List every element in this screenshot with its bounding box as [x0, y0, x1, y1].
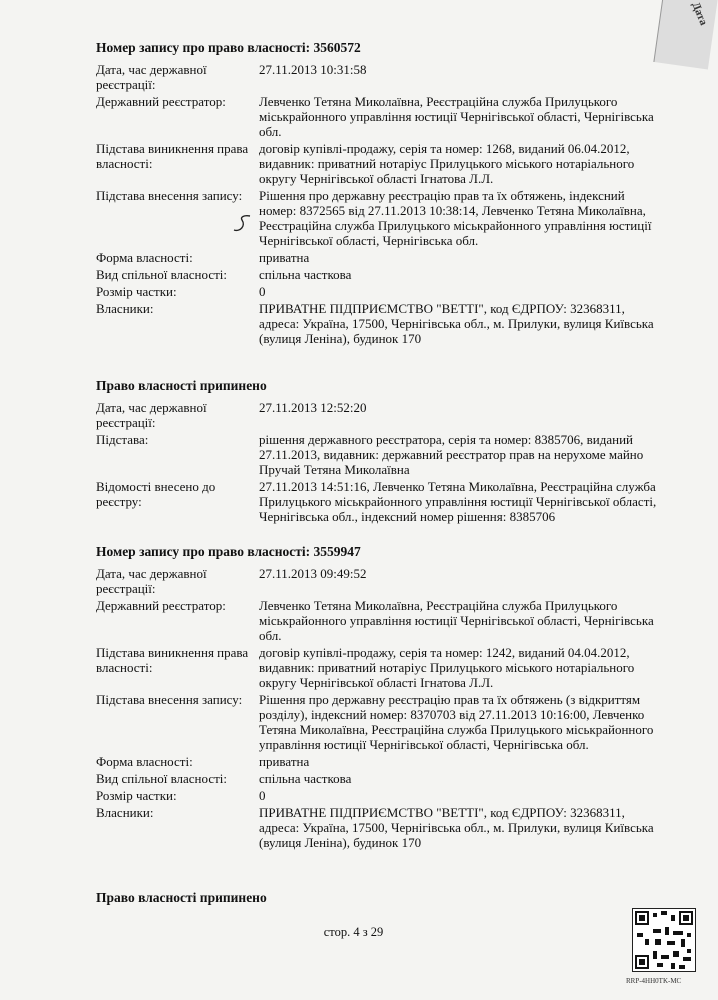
field-row: [96, 477, 676, 524]
field-value: рішення державного реєстратора, серія та номер: 8385706, виданий 27.11.2013, видавник: державний реєстратор прав на нерухоме майно Пручай Тетяна Миколаївна: [259, 432, 644, 477]
field-row: [96, 564, 676, 596]
record-section: [96, 40, 676, 346]
field-value: спільна часткова: [259, 267, 352, 282]
field-row: [96, 248, 676, 265]
field-label: Підстава внесення запису:: [96, 692, 243, 707]
field-value: 27.11.2013 14:51:16, Левченко Тетяна Миколаївна, Реєстраційна служба Прилуцького міськрайонного управління юстиції Чернігівської області, Чернігівська обл., індексний номер рішення: 8385706: [259, 479, 657, 524]
field-value: приватна: [259, 250, 310, 265]
section-heading: Право власності припинено: [96, 890, 267, 905]
field-value: Рішення про державну реєстрацію прав та їх обтяжень, індексний номер: 8372565 від 27.11.2013 10:38:14, Левченко Тетяна Миколаївна, Реєстраційна служба Прилуцького міськрайонного управління юстиції Чернігівської області, Чернігівська обл.: [259, 188, 652, 248]
field-row: [96, 596, 676, 643]
field-label: Підстава:: [96, 432, 149, 447]
field-value: приватна: [259, 754, 310, 769]
field-row: [96, 92, 676, 139]
field-label: Державний реєстратор:: [96, 598, 226, 613]
field-value: 0: [259, 284, 266, 299]
field-row: [96, 430, 676, 477]
field-label: Підстава виникнення права власності:: [96, 645, 249, 675]
field-label: Дата, час державної реєстрації:: [96, 62, 207, 92]
field-value: Левченко Тетяна Миколаївна, Реєстраційна служба Прилуцького міськрайонного управління юстиції Чернігівської області, Чернігівська обл.: [259, 94, 654, 139]
field-row: [96, 282, 676, 299]
section-heading: Номер запису про право власності: 3560572: [96, 40, 361, 55]
record-section: [96, 544, 676, 850]
field-row: [96, 752, 676, 769]
section-heading: Номер запису про право власності: 3559947: [96, 544, 361, 559]
field-label: Власники:: [96, 805, 154, 820]
field-label: Власники:: [96, 301, 154, 316]
field-value: спільна часткова: [259, 771, 352, 786]
field-label: Державний реєстратор:: [96, 94, 226, 109]
field-row: [96, 769, 676, 786]
field-label: Форма власності:: [96, 250, 193, 265]
field-value: договір купівлі-продажу, серія та номер: 1268, виданий 06.04.2012, видавник: приватний нотаріус Прилуцького міського нотаріального округу Чернігівської області Ігнатова Л.Л.: [259, 141, 635, 186]
field-label: Розмір частки:: [96, 284, 177, 299]
qr-code-icon: [632, 908, 696, 972]
field-label: Вид спільної власності:: [96, 267, 228, 282]
field-row: [96, 690, 676, 752]
field-row: [96, 786, 676, 803]
field-value: ПРИВАТНЕ ПІДПРИЄМСТВО "ВЕТТІ", код ЄДРПОУ: 32368311, адреса: Україна, 17500, Чернігівська обл., м. Прилуки, вулиця Київська (вулиця Леніна), будинок 170: [259, 805, 654, 850]
field-row: [96, 803, 676, 850]
field-label: Розмір частки:: [96, 788, 177, 803]
qr-caption: RRP-4HH0TK-MC: [626, 977, 682, 985]
page-number: стор. 4 з 29: [323, 925, 384, 939]
record-section: [96, 378, 676, 524]
field-value: 0: [259, 788, 266, 803]
field-row: [96, 139, 676, 186]
field-row: [96, 60, 676, 92]
field-value: договір купівлі-продажу, серія та номер: 1242, виданий 04.04.2012, видавник: приватний нотаріус Прилуцького міського нотаріального округу Чернігівської області Ігнатова Л.Л.: [259, 645, 635, 690]
field-value: Левченко Тетяна Миколаївна, Реєстраційна служба Прилуцького міськрайонного управління юстиції Чернігівської області, Чернігівська обл.: [259, 598, 654, 643]
field-label: Дата, час державної реєстрації:: [96, 400, 207, 430]
field-row: [96, 643, 676, 690]
field-row: [96, 186, 676, 248]
field-label: Відомості внесено до реєстру:: [96, 479, 216, 509]
field-row: [96, 398, 676, 430]
field-label: Дата, час державної реєстрації:: [96, 566, 207, 596]
record-section: [96, 890, 676, 910]
field-value: Рішення про державну реєстрацію прав та їх обтяжень (з відкриттям розділу), індексний номер: 8370703 від 27.11.2013 10:16:00, Левченко Тетяна Миколаївна, Реєстраційна служба Прилуцького міськрайонного управління юстиції Чернігівської області, Чернігівська обл.: [259, 692, 654, 752]
field-value: 27.11.2013 10:31:58: [259, 62, 367, 77]
field-label: Вид спільної власності:: [96, 771, 228, 786]
section-heading: Право власності припинено: [96, 378, 267, 393]
field-label: Підстава внесення запису:: [96, 188, 243, 203]
field-label: Форма власності:: [96, 754, 193, 769]
field-row: [96, 299, 676, 346]
field-value: ПРИВАТНЕ ПІДПРИЄМСТВО "ВЕТТІ", код ЄДРПОУ: 32368311, адреса: Україна, 17500, Чернігівська обл., м. Прилуки, вулиця Київська (вулиця Леніна), будинок 170: [259, 301, 654, 346]
field-value: 27.11.2013 12:52:20: [259, 400, 367, 415]
field-row: [96, 265, 676, 282]
field-value: 27.11.2013 09:49:52: [259, 566, 367, 581]
corner-label: Дата: [689, 0, 710, 28]
field-label: Підстава виникнення права власності:: [96, 141, 249, 171]
